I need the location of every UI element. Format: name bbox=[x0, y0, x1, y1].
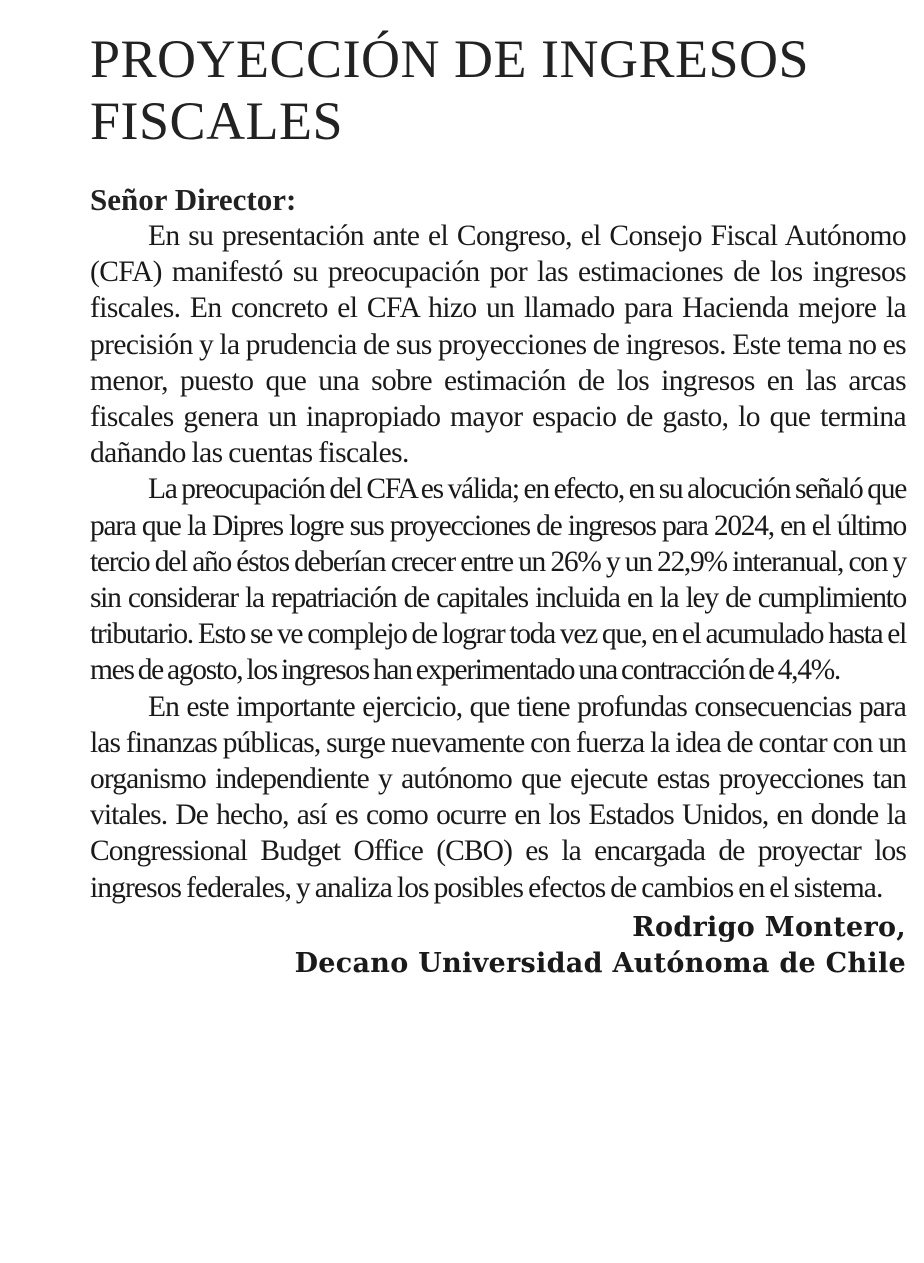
body-paragraph-3: En este importante ejercicio, que tiene profundas consecuencias para las finanzas públicas, surge nuevamente con fuerza la idea de contar con un organismo independiente y autónomo que ejecute estas proyecciones tan vitales. De hecho, así es como ocurre en los Estados Unidos, en donde la Congressional Budget Office (CBO) es la encargada de proyectar los ingresos federales, y analiza los posibles efectos de cambios en el sistema. bbox=[90, 690, 906, 904]
body-paragraph-1: En su presentación ante el Congreso, el Consejo Fiscal Autónomo (CFA) manifestó su preocupación por las estimaciones de los ingresos fiscales. En concreto el CFA hizo un llamado para Hacienda mejore la precisión y la prudencia de sus proyecciones de ingresos. Este tema no es menor, puesto que una sobre estimación de los ingresos en las arcas fiscales genera un inapropiado mayor espacio de gasto, lo que termina dañando las cuentas fiscales. bbox=[90, 220, 906, 470]
signature-block bbox=[90, 910, 906, 982]
letter-article bbox=[90, 28, 906, 982]
salutation: Señor Director: bbox=[90, 182, 297, 217]
signature-name: Rodrigo Montero, bbox=[632, 911, 906, 943]
headline: PROYECCIÓN DE INGRESOS FISCALES bbox=[90, 29, 810, 151]
signature-title: Decano Universidad Autónoma de Chile bbox=[294, 947, 906, 979]
body-paragraph-2: La preocupación del CFA es válida; en efecto, en su alocución señaló que para que la Dipres logre sus proyecciones de ingresos para 2024, en el último tercio del año éstos deberían crecer entre un 26% y un 22,9% interanual, con y sin considerar la repatriación de capitales incluida en la ley de cumplimiento tributario. Esto se ve complejo de lograr toda vez que, en el acumulado hasta el mes de agosto, los ingresos han experimentado una contracción de 4,4%. bbox=[90, 473, 906, 687]
